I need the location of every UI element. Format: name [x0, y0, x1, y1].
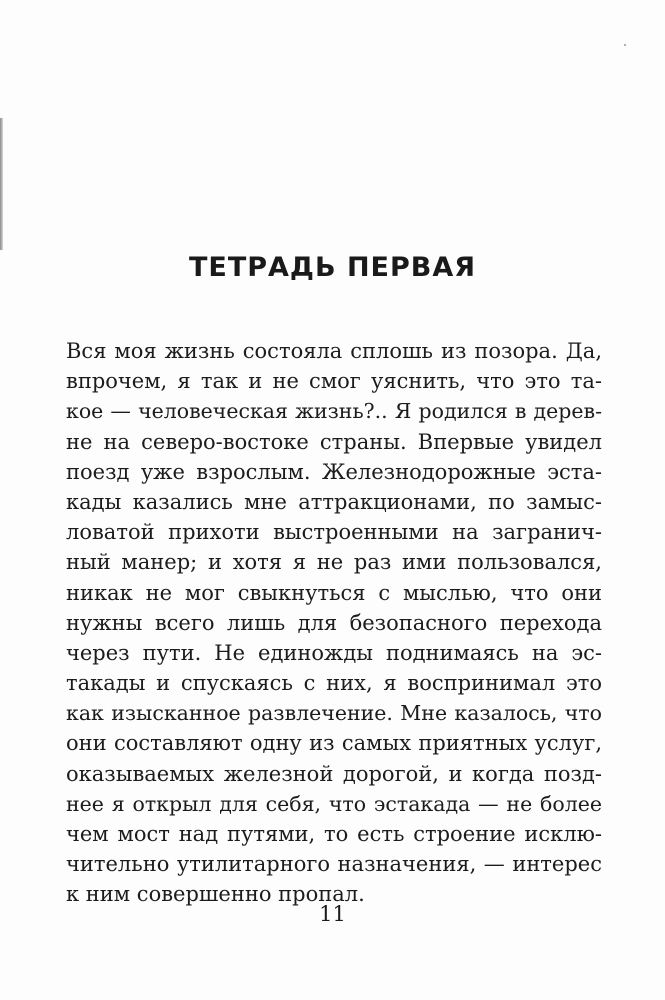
text-line: через пути. Не единожды поднимаясь на эс- — [66, 640, 602, 665]
page-edge-shadow — [0, 118, 3, 250]
text-line: чительно утилитарного назначения, — интерес — [66, 852, 602, 877]
scan-speck — [624, 44, 626, 46]
text-line: никак не мог свыкнуться с мыслью, что они — [66, 580, 602, 605]
text-line: нужны всего лишь для безопасного перехода — [66, 610, 602, 635]
text-line: ный манер; и хотя я не раз ими пользовался, — [66, 550, 602, 575]
text-line: оказываемых железной дорогой, и когда позд- — [66, 761, 602, 786]
text-line: кады казались мне аттракционами, по замыс- — [66, 489, 602, 514]
text-line: впрочем, я так и не смог уяснить, что это та- — [66, 369, 602, 394]
body-paragraph — [66, 336, 602, 910]
text-line: они составляют одну из самых приятных услуг, — [66, 731, 602, 756]
text-line: такады и спускаясь с них, я воспринимал это — [66, 671, 602, 696]
text-line: к ним совершенно пропал. — [66, 882, 365, 907]
text-line: поезд уже взрослым. Железнодорожные эста- — [66, 459, 602, 484]
text-line: Вся моя жизнь состояла сплошь из позора. Да, — [66, 339, 602, 363]
text-line: как изысканное развлечение. Мне казалось, что — [66, 701, 602, 726]
text-line: ловатой прихоти выстроенными на загранич- — [66, 520, 602, 545]
text-line: нее я открыл для себя, что эстакада — не более — [66, 791, 602, 816]
page-number: 11 — [319, 902, 346, 926]
text-line: не на северо-востоке страны. Впервые увидел — [66, 429, 602, 454]
text-line: кое — человеческая жизнь?.. Я родился в дерев- — [66, 399, 602, 424]
chapter-title: ТЕТРАДЬ ПЕРВАЯ — [188, 252, 477, 283]
text-line: чем мост над путями, то есть строение исклю- — [66, 822, 602, 846]
